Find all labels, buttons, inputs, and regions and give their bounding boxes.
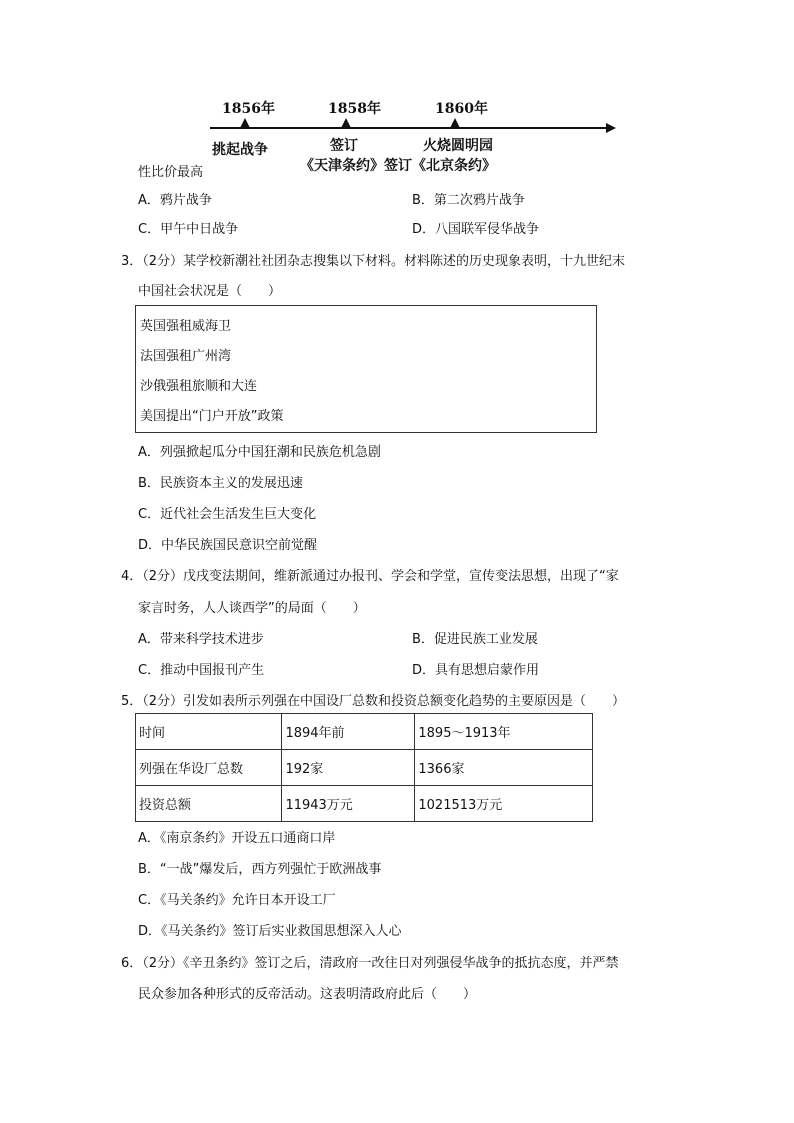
timeline-arrow-icon [606, 123, 616, 133]
timeline-year-1858: 1858年 [328, 101, 381, 117]
q2-stem-tail: 性比价最高 [138, 165, 204, 180]
q4-option-a[interactable]: A．带来科学技术进步 [138, 632, 264, 647]
table-cell: 1894年前 [282, 714, 415, 750]
table-cell: 1021513万元 [415, 786, 593, 822]
table-cell: 1895～1913年 [415, 714, 593, 750]
q3-option-c[interactable]: C．近代社会生活发生巨大变化 [138, 507, 317, 522]
q5-option-b[interactable]: B．“一战”爆发后，西方列强忙于欧洲战事 [138, 862, 382, 877]
q4-stem-line1: 4．（2分）戊戌变法期间，维新派通过办报刊、学会和学堂，宣传变法思想，出现了“家 [121, 569, 619, 584]
q3-material-4: 美国提出“门户开放”政策 [140, 409, 284, 424]
timeline-year-1860: 1860年 [435, 101, 488, 117]
q2-option-a[interactable]: A．鸦片战争 [138, 193, 212, 208]
q5-stem: 5．（2分）引发如表所示列强在中国设厂总数和投资总额变化趋势的主要原因是（ ） [121, 694, 626, 709]
timeline-event-1856: 挑起战争 [212, 142, 268, 158]
q6-stem-line2: 民众参加各种形式的反帝活动。这表明清政府此后（ ） [138, 987, 477, 1002]
table-cell: 投资总额 [136, 786, 282, 822]
q3-material-1: 英国强租威海卫 [140, 319, 232, 334]
table-row [136, 750, 593, 786]
table-row [136, 714, 593, 750]
q3-stem-line1: 3．（2分）某学校新潮社社团杂志搜集以下材料。材料陈述的历史现象表明，十九世纪末 [121, 254, 626, 269]
q3-option-d[interactable]: D．中华民族国民意识空前觉醒 [138, 538, 318, 553]
q2-option-c[interactable]: C．甲午中日战争 [138, 222, 239, 237]
table-cell: 时间 [136, 714, 282, 750]
q5-option-a[interactable]: A．《南京条约》开设五口通商口岸 [138, 831, 336, 846]
timeline-event-1860: 火烧圆明园 [423, 138, 493, 154]
q5-option-d[interactable]: D．《马关条约》签订后实业救国思想深入人心 [138, 924, 402, 939]
q5-data-table [135, 713, 593, 822]
timeline-caption: 《天津条约》签订《北京条约》 [300, 158, 496, 174]
table-cell: 192家 [282, 750, 415, 786]
timeline-axis [210, 127, 608, 129]
q2-option-b[interactable]: B．第二次鸦片战争 [412, 193, 525, 208]
q4-option-d[interactable]: D．具有思想启蒙作用 [412, 663, 540, 678]
q4-option-b[interactable]: B．促进民族工业发展 [412, 632, 538, 647]
table-cell: 列强在华设厂总数 [136, 750, 282, 786]
table-cell: 11943万元 [282, 786, 415, 822]
q3-material-2: 法国强租广州湾 [140, 349, 232, 364]
timeline-event-1858: 签订 [330, 138, 358, 154]
q3-stem-line2: 中国社会状况是（ ） [138, 284, 282, 299]
q3-option-b[interactable]: B．民族资本主义的发展迅速 [138, 476, 303, 491]
q4-stem-line2: 家言时务，人人谈西学”的局面（ ） [138, 601, 366, 616]
table-row [136, 786, 593, 822]
q2-option-d[interactable]: D．八国联军侵华战争 [412, 222, 540, 237]
timeline-year-1856: 1856年 [222, 101, 275, 117]
q6-stem-line1: 6．（2分）《辛丑条约》签订之后，清政府一改往日对列强侵华战争的抵抗态度，并严禁 [121, 956, 619, 971]
q3-material-3: 沙俄强租旅顺和大连 [140, 379, 258, 394]
q5-option-c[interactable]: C．《马关条约》允许日本开设工厂 [138, 893, 336, 908]
q3-material-box [135, 305, 597, 433]
table-cell: 1366家 [415, 750, 593, 786]
q4-option-c[interactable]: C．推动中国报刊产生 [138, 663, 265, 678]
q3-option-a[interactable]: A．列强掀起瓜分中国狂潮和民族危机急剧 [138, 445, 381, 460]
